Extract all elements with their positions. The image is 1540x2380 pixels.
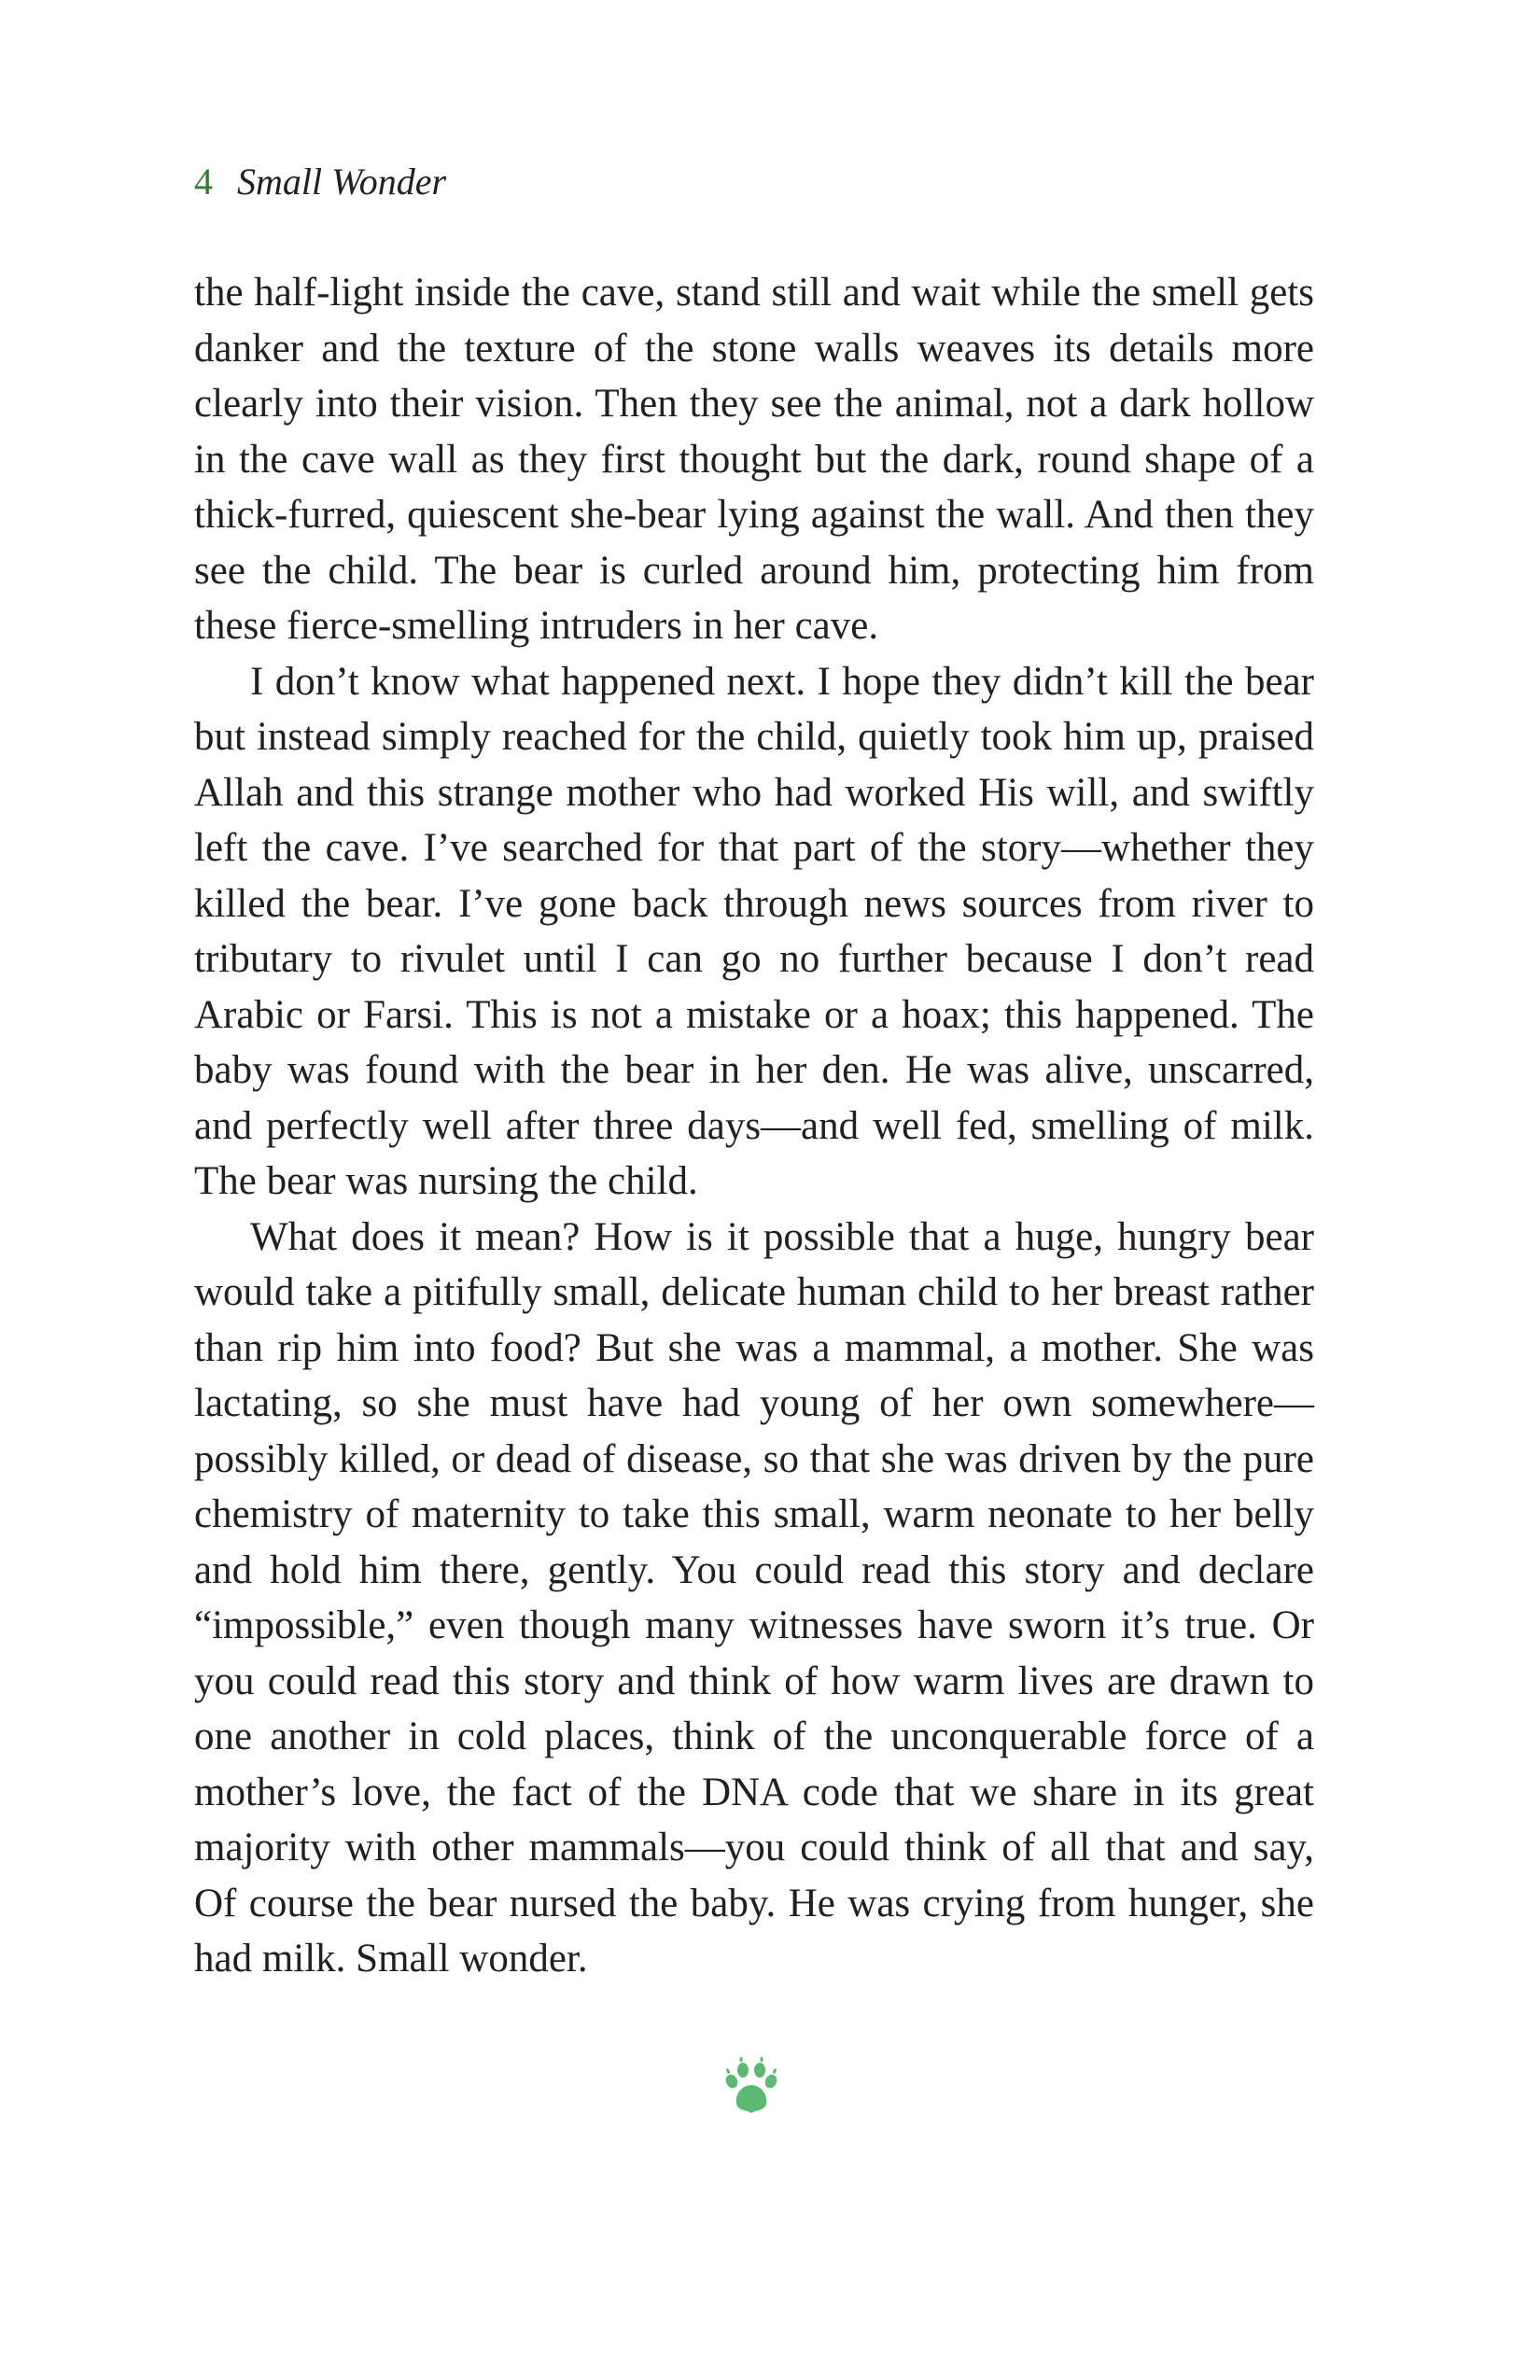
running-header [194,157,446,207]
page-number: 4 [194,161,213,203]
body-text [194,265,1314,1987]
paragraph: What does it mean? How is it possible that a huge, hungry bear would take a pitifully small, delicate human child to her breast rather than rip him into food? But she was a mammal, a mother. She was lactating, so she must have had young of her own somewhere—possibly killed, or dead of disease, so that she was driven by the pure chemistry of maternity to take this small, warm neonate to her belly and hold him there, gently. You could read this story and declare “impossible,” even though many witnesses have sworn it’s true. Or you could read this story and think of how warm lives are drawn to one another in cold places, think of the unconquerable force of a mother’s love, the fact of the DNA code that we share in its great majority with other mammals—you could think of all that and say, Of course the bear nursed the baby. He was crying from hunger, she had milk. Small wonder. [194,1214,1314,1981]
paw-print-icon [723,2057,779,2117]
paragraph: I don’t know what happened next. I hope they didn’t kill the bear but instead simply reached for the child, quietly took him up, praised Allah and this strange mother who had worked His will, and swiftly left the cave. I’ve searched for that part of the story—whether they killed the bear. I’ve gone back through news sources from river to tributary to rivulet until I can go no further because I don’t read Arabic or Farsi. This is not a mistake or a hoax; this happened. The baby was found with the bear in her den. He was alive, unscarred, and perfectly well after three days—and well fed, smelling of milk. The bear was nursing the child. [194,659,1314,1203]
running-title: Small Wonder [237,161,447,203]
paragraph: the half-light inside the cave, stand still and wait while the smell gets danker and the texture of the stone walls weaves its details more clearly into their vision. Then they see the animal, not a dark hollow in the cave wall as they first thought but the dark, round shape of a thick-furred, quiescent she-bear lying against the wall. And then they see the child. The bear is curled around him, protecting him from these fierce-smelling intruders in her cave. [194,271,1314,648]
